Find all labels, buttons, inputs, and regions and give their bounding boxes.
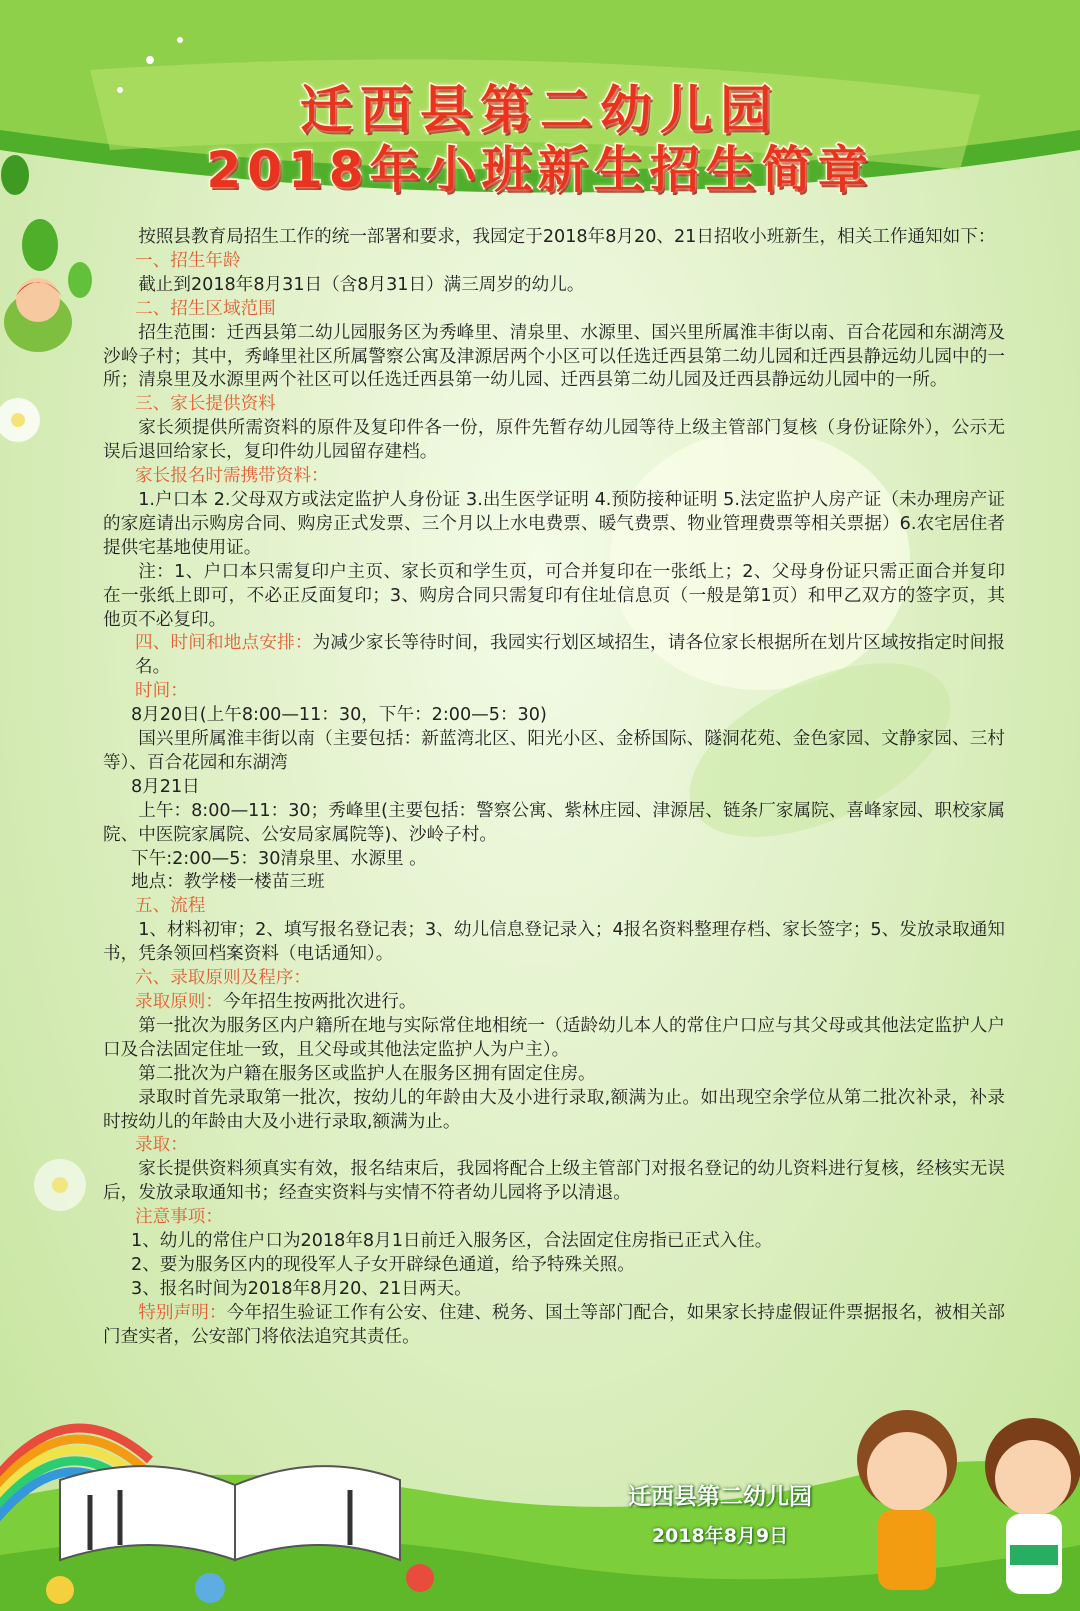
materials-list-heading: 家长报名时需携带资料：: [135, 466, 329, 487]
batch1-text: 第一批次为服务区内户籍所在地与实际常住地相统一（适龄幼儿本人的常住户口应与其父母或其他法定监护人户口及合法固定住址一致，且父母或其他法定监护人为户主）。: [103, 1015, 1005, 1060]
letter-ball-icon: [406, 1564, 434, 1592]
admit-label: 录取：: [135, 1135, 188, 1156]
day2-date: 8月21日: [131, 776, 200, 797]
day2-morning: 上午：8:00—11：30；秀峰里(主要包括：警察公寓、紫林庄园、津源居、链条厂家属院、喜峰家园、职校家属院、中医院家属院、公安局家属院等)、沙岭子村。: [103, 800, 1005, 845]
intro-text: 按照县教育局招生工作的统一部署和要求，我园定于2018年8月20、21日招收小班新生，相关工作通知如下：: [138, 227, 996, 247]
materials-text: 家长须提供所需资料的原件及复印件各一份，原件先暂存幼儿园等待上级主管部门复核（身份证除外），公示无误后退回给家长，复印件幼儿园留存建档。: [103, 418, 1005, 463]
note-1: 1、幼儿的常住户口为2018年8月1日前迁入服务区，合法固定住房指已正式入住。: [131, 1231, 773, 1252]
note-3: 3、报名时间为2018年8月20、21日两天。: [131, 1278, 472, 1299]
place-text: 地点：教学楼一楼苗三班: [131, 872, 325, 893]
letter-ball-icon: [195, 1573, 225, 1603]
day1-area: 国兴里所属淮丰街以南（主要包括：新蓝湾北区、阳光小区、金桥国际、隧洞花苑、金色家园、文静家园、三村等）、百合花园和东湖湾: [103, 729, 1005, 773]
principle-label: 录取原则：: [135, 992, 223, 1012]
note-2: 2、要为服务区内的现役军人子女开辟绿色通道，给予特殊关照。: [131, 1254, 635, 1275]
letter-ball-icon: [46, 1576, 74, 1604]
cartoon-child-icon: [4, 278, 72, 352]
day2-afternoon: 下午:2:00—5：30清泉里、水源里 。: [131, 848, 427, 869]
section-schedule: [103, 632, 1005, 680]
process-text: 1、材料初审；2、填写报名登记表；3、幼儿信息登记录入；4报名资料整理存档、家长签字；5、发放录取通知书，凭条领回档案资料（电话通知）。: [103, 920, 1005, 965]
age-text: 截止到2018年8月31日（含8月31日）满三周岁的幼儿。: [138, 274, 585, 295]
signature-block: [600, 1478, 840, 1548]
document-body: [103, 226, 1005, 1350]
poster-title: 迁西县第二幼儿园: [299, 81, 780, 141]
batch2-text: 第二批次为户籍在服务区或监护人在服务区拥有固定住房。: [138, 1063, 596, 1084]
declare-label: 特别声明：: [138, 1302, 227, 1323]
principle-text: 今年招生按两批次进行。: [222, 992, 417, 1012]
section-heading-schedule: 四、时间和地点安排：: [135, 633, 313, 654]
leaf-icon: [22, 219, 58, 271]
signature-date: 2018年8月9日: [651, 1525, 789, 1547]
declare-text: 今年招生验证工作有公安、住建、税务、国土等部门配合，如果家长持虚假证件票据报名，被相关部门查实者，公安部门将依法追究其责任。: [103, 1302, 1005, 1347]
order-text: 录取时首先录取第一批次，按幼儿的年龄由大及小进行录取,额满为止。如出现空余学位从第二批次补录，补录时按幼儿的年龄由大及小进行录取,额满为止。: [103, 1087, 1005, 1132]
poster-subtitle: 2018年小班新生招生简章: [206, 141, 874, 199]
materials-list: 1.户口本 2.父母双方或法定监护人身份证 3.出生医学证明 4.预防接种证明 5.法定监护人房产证（未办理房产证的家庭请出示购房合同、购房正式发票、三个月以上水电费票、暖气费票、物业管理费票等相关票据）6.农宅居住者提供宅基地使用证。: [103, 489, 1005, 558]
section-heading-age: 一、招生年龄: [135, 250, 241, 271]
section-heading-admission: 六、录取原则及程序：: [135, 968, 311, 989]
notes-label: 注意事项：: [135, 1207, 223, 1228]
section-heading-process: 五、流程: [135, 896, 206, 917]
section-heading-area: 二、招生区域范围: [135, 298, 276, 319]
section-heading-materials: 三、家长提供资料: [135, 394, 276, 415]
day1-time: 8月20日(上午8:00—11：30，下午：2:00—5：30): [131, 705, 547, 726]
leaf-icon: [68, 262, 92, 298]
signature-org: 迁西县第二幼儿园: [628, 1484, 812, 1510]
admission-principle: [103, 991, 1005, 1015]
time-label: 时间：: [135, 681, 188, 702]
area-text: 招生范围：迁西县第二幼儿园服务区为秀峰里、清泉里、水源里、国兴里所属淮丰街以南、百合花园和东湖湾及沙岭子村；其中，秀峰里社区所属警察公寓及津源居两个小区可以任选迁西县第二幼儿园和迁西县静远幼儿园中的一所；清泉里及水源里两个社区可以任选迁西县第一幼儿园、迁西县第二幼儿园及迁西县静远幼儿园中的一所。: [103, 322, 1005, 391]
admit-text: 家长提供资料须真实有效，报名结束后，我园将配合上级主管部门对报名登记的幼儿资料进行复核，经核实无误后，发放录取通知书；经查实资料与实情不符者幼儿园将予以清退。: [103, 1159, 1005, 1204]
schedule-text: 为减少家长等待时间，我园实行划区域招生，请各位家长根据所在划片区域按指定时间报名。: [135, 633, 1005, 678]
special-declaration: [103, 1302, 1005, 1350]
materials-note: 注：1、户口本只需复印户主页、家长页和学生页，可合并复印在一张纸上；2、父母身份证只需正面合并复印在一张纸上即可，不必正反面复印；3、购房合同只需复印有住址信息页（一般是第1页）和甲乙双方的签字页，其他页不必复印。: [103, 561, 1005, 630]
